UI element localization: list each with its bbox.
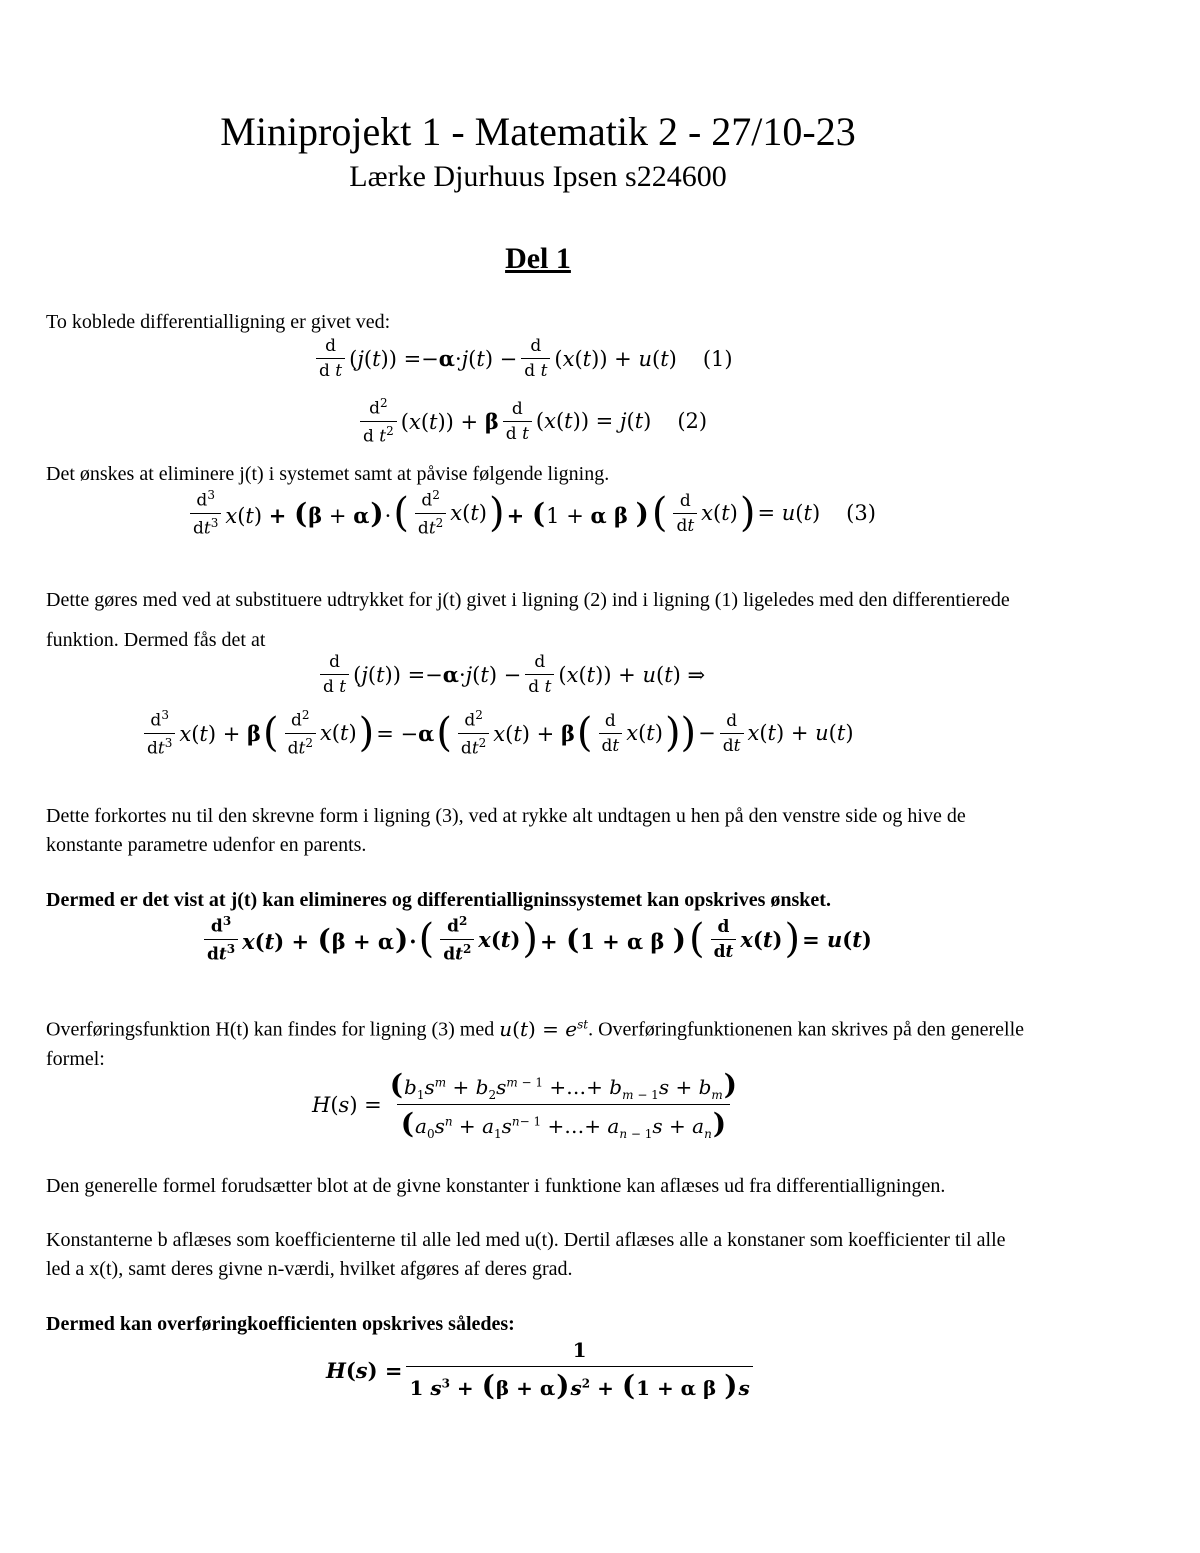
paragraph-intro: To koblede differentialligning er givet ved: — [46, 311, 391, 333]
equation-2-tag: (2) — [677, 409, 708, 434]
equation-2: $\frac{d^2}{d t^2}$ (x(t)) + β $\frac{d}{\text{d t}}$ (x(t)) = j(t) (2) — [356, 396, 707, 446]
paragraph-transfer-after: . Overføringfunktionenen kan skrives på den generelle formel: — [46, 1018, 1025, 1070]
paragraph-transfer — [46, 1010, 1026, 1074]
document-title: Miniprojekt 1 - Matematik 2 - 27/10-23 — [220, 109, 856, 154]
document-author: Lærke Djurhuus Ipsen s224600 — [349, 160, 727, 193]
section-heading: Del 1 — [505, 242, 571, 275]
equation-substitution-1: $\frac{d}{\text{d t}}$ (j(t)) =−α·j(t) − $\frac{d}{\text{d t}}$ (x(t)) + u(t) ⇒ — [316, 652, 705, 697]
paragraph-final: Dermed kan overføringkoefficienten opskrives således: — [46, 1313, 515, 1335]
input-expression: $u(t) = e^{st}$ — [499, 1016, 589, 1041]
equation-substitution-2: $\frac{d^3}{dt^3}$ x(t) + β ( $\frac{d^2}{dt^2}$ x(t) ) = −α ( $\frac{d^2}{dt^2}$ x(t) + β ( $\frac{d}{dt}$ x(t) )) − $\frac{d}{dt}$ x(t) + u(t) — [140, 708, 854, 758]
equation-1-tag: (1) — [702, 346, 733, 371]
paragraph-shorten: Dette forkortes nu til den skrevne form i ligning (3), ved at rykke alt undtagen u hen på den venstre side og hive de konstante parametre udenfor en parents. — [46, 805, 966, 856]
equation-result: $\frac{d^3}{dt^3}$ x(t) + (β + α)· ( $\frac{d^2}{dt^2}$ x(t) ) + (1 + α β ) ( $\frac{d}{dt}$ x(t) ) = u(t) — [200, 914, 872, 964]
paragraph-substitution: Dette gøres med ved at substituere udtrykket for j(t) givet i ligning (2) ind i ligning (1) ligeledes med den differentierede funktion. Dermed fås det at — [46, 589, 1010, 651]
equation-1: $\frac{d}{\text{d t}}$ (j(t)) =−α·j(t) − $\frac{d}{\text{d t}}$ (x(t)) + u(t) (1) — [312, 336, 733, 381]
paragraph-transfer-before: Overføringsfunktion H(t) kan findes for ligning (3) med — [46, 1018, 495, 1041]
paragraph-general-formula: Den generelle formel forudsætter blot at de givne konstanter i funktione kan aflæses ud fra differentialligningen. — [46, 1175, 946, 1197]
paragraph-goal: Det ønskes at eliminere j(t) i systemet samt at påvise følgende ligning. — [46, 463, 610, 485]
paragraph-constants: Konstanterne b aflæses som koefficienterne til alle led med u(t). Dertil aflæses alle a konstaner som koefficienter til alle led a x(t), samt deres givne n-værdi, hvilket afgøres af deres grad. — [46, 1229, 1006, 1280]
equation-final-transfer: H(s) = $\frac{1}{1 s^3 + (\beta + \alpha)s^2 + (1 + \alpha \beta )s}$ — [326, 1338, 757, 1402]
equation-3: $\frac{d^3}{dt^3}$ x(t) + (β + α)· ( $\frac{d^2}{dt^2}$ x(t) ) + (1 + α β ) ( $\frac{d}{dt}$ x(t) ) = u(t) (3) — [186, 488, 876, 538]
equation-3-tag: (3) — [846, 501, 876, 526]
equation-general-transfer: H(s) = $\frac{(b_1s^m + b_2s^{m - 1} +\dots+ b_{m - 1}s + b_m)}{(a_0s^n + a_1s^{n- 1} +\dots+ a_{n - 1}s + a_n)}$ — [312, 1068, 738, 1141]
paragraph-conclusion: Dermed er det vist at j(t) kan elimineres og differentialligninssystemet kan opskrives ønsket. — [46, 889, 831, 911]
